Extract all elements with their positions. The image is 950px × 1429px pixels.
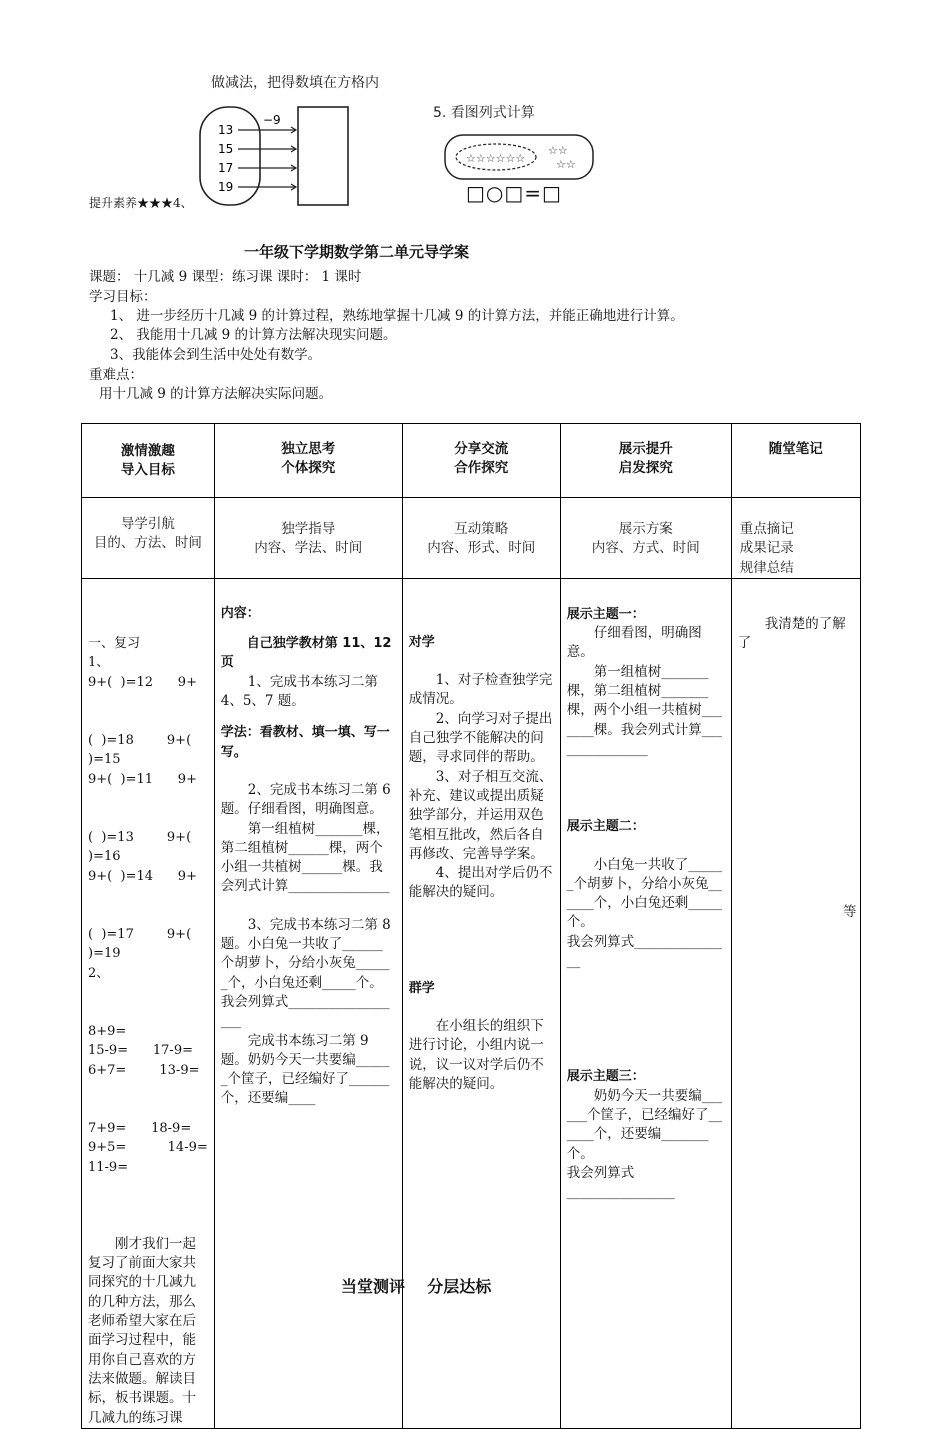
goal-1: 1、 进一步经历十几减 9 的计算过程，熟练地掌握十几减 9 的计算方法，并能正确地进行计算。 [110, 308, 684, 324]
assessment-title: 当堂测评 分层达标 [341, 1277, 492, 1296]
header-row [82, 424, 861, 498]
body-col3: 对学 1、对子检查独学完成情况。 2、向学习对子提出自己独学不能解决的问题，寻求同伴的帮助。 3、对子相互交流、补充、建议或提出质疑独学部分，并运用双色笔相互批改，然后各自再修改、完善导学案。 4、提出对学后仍不能解决的疑问。 群学 在小组长的组织下进行讨论，小组内说一说，议一议对学后仍不能解决的疑问。 [402, 578, 560, 1428]
goal-3: 3、我能体会到生活中处处有数学。 [110, 347, 322, 363]
equation-shapes: □○□=□ [466, 181, 562, 205]
figure-right-title: 5. 看图列式计算 [433, 105, 535, 121]
stars-group-right-b: ☆☆ [556, 158, 576, 171]
body-col2: 内容： 自己独学教材第 11、12 页 1、完成书本练习二第 4、5、7 题。 学法：看教材、填一填、写一写。 2、完成书本练习二第 6 题。仔细看图，明确图意。 第一组植树_______棵，第二组植树______棵，两个小组一共植树______棵。我会列式计算_______________ 3、完成书本练习二第 8 题。小白兔一共收了______个胡萝卜，分给小灰兔______个，小白兔还剩_____个。我会列算式__________________ 完成书本练习二第 9 题。奶奶今天一共要编______个筐子，已经编好了______个，还要编____ [214, 578, 402, 1428]
number-3: 17 [218, 161, 234, 175]
header-col4: 展示提升 启发探究 [560, 424, 731, 498]
answer-box [298, 107, 348, 205]
header-col2: 独立思考 个体探究 [214, 424, 402, 498]
number-4: 19 [218, 180, 234, 194]
operator-label: −9 [263, 113, 281, 127]
subtraction-figure [190, 102, 360, 210]
stars-group-left: ☆☆☆☆☆☆ [466, 152, 526, 165]
number-1: 13 [218, 123, 234, 137]
goals-label: 学习目标： [89, 289, 157, 305]
body-col4: 展示主题一： 仔细看图，明确图意。 第一组植树_______棵，第二组植树_______棵，两个小组一共植树_______棵。我会列式计算_______________ 展示主题二： 小白兔一共收了______个胡萝卜，分给小灰兔______个，小白兔还剩_____个。 我会列算式_______________ 展示主题三： 奶奶今天一共要编______个筐子，已经编好了______个，还要编_______个。 我会列算式 ________________ [560, 578, 731, 1428]
subheader-row [82, 498, 861, 579]
figure-left-title: 做减法，把得数填在方格内 [211, 75, 379, 91]
body-row [82, 578, 861, 1428]
subheader-col2: 独学指导 内容、学法、时间 [214, 498, 402, 579]
number-2: 15 [218, 142, 234, 156]
subheader-col5: 重点摘记 成果记录 规律总结 [731, 498, 860, 579]
stars-figure [444, 132, 596, 182]
arrows [238, 127, 296, 190]
subheader-col1: 导学引航 目的、方法、时间 [82, 498, 215, 579]
stars-group-right-a: ☆☆ [548, 144, 568, 157]
body-col5 [731, 578, 860, 1428]
side-note: 等 [843, 904, 857, 920]
subheader-col4: 展示方案 内容、方式、时间 [560, 498, 731, 579]
body-col1: 一、复习 1、 9+( )=12 9+ ( )=18 9+( )=15 9+( )=11 9+ ( )=13 9+( )=16 9+( )=14 9+ ( )=17 9+( )=19 2、 8+9= 15-9= 17-9= 6+7= 13-9= 7+9= 18-9= 9+5= 14-9= 11-9= 刚才我们一起复习了前面大家共同探究的十几减九的几种方法，那么老师希望大家在后面学习过程中，能用你自己喜欢的方法来做题。解读目标，板书课题。十几减九的练习课 [82, 578, 215, 1428]
document-title: 一年级下学期数学第二单元导学案 [244, 243, 470, 261]
subheader-col3: 互动策略 内容、形式、时间 [402, 498, 560, 579]
review-paragraph: 刚才我们一起复习了前面大家共同探究的十几减九的几种方法，那么老师希望大家在后面学习过程中，能用你自己喜欢的方法来做题。解读目标，板书课题。十几减九的练习课 [88, 1235, 196, 1426]
header-col5: 随堂笔记 [731, 424, 860, 498]
note-text: 我清楚的了解了 [737, 615, 846, 652]
header-col3: 分享交流 合作探究 [402, 424, 560, 498]
header-col1: 激情激趣 导入目标 [82, 424, 215, 498]
key-label: 重难点： [89, 367, 143, 383]
figure-left-caption: 提升素养★★★4、 [89, 196, 193, 210]
key-text: 用十几减 9 的计算方法解决实际问题。 [99, 386, 333, 402]
course-line: 课题： 十几减 9 课型：练习课 课时： 1 课时 [89, 269, 362, 285]
goal-2: 2、 我能用十几减 9 的计算方法解决现实问题。 [110, 327, 397, 343]
